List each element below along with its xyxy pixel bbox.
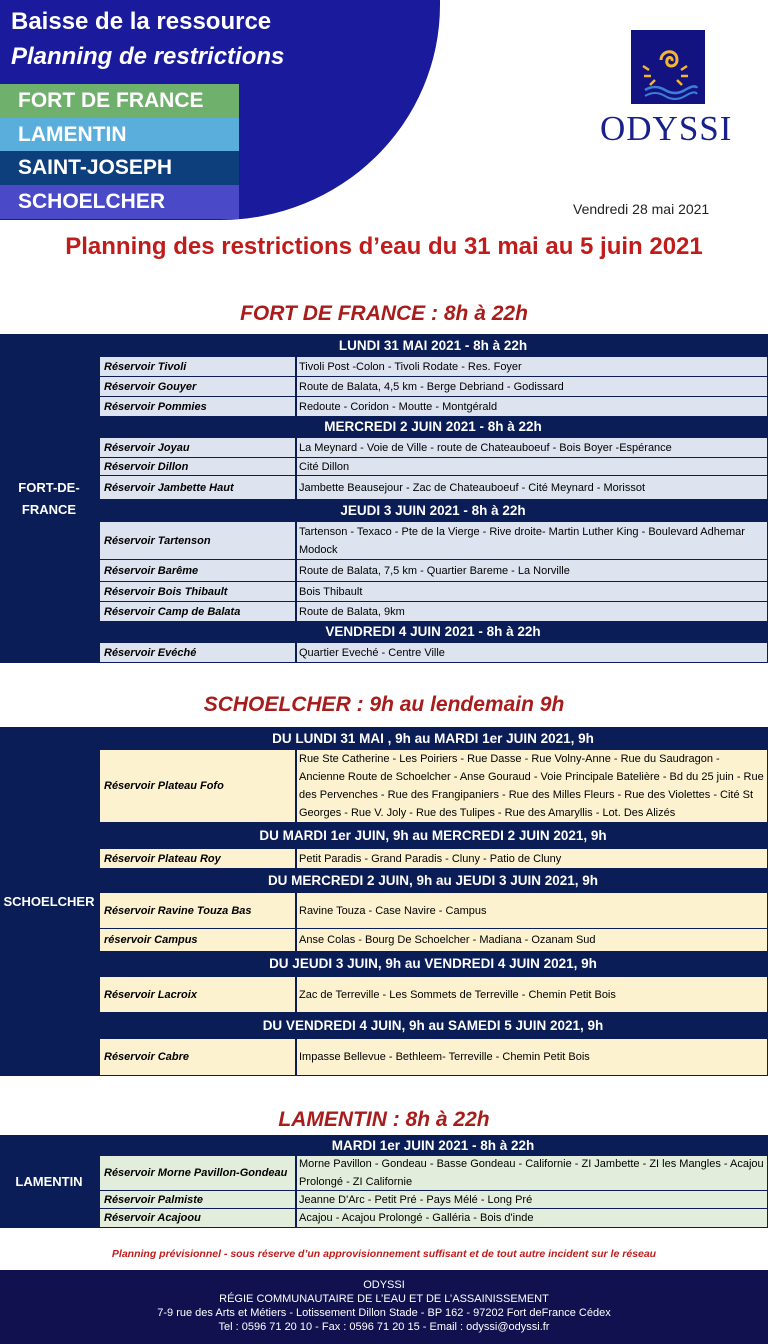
zone-list: Anse Colas - Bourg De Schoelcher - Madiana - Ozanam Sud	[297, 929, 767, 951]
footer-contact: Tel : 0596 71 20 10 - Fax : 0596 71 20 15 - Email : odyssi@odyssi.fr	[218, 1321, 550, 1333]
table-row	[98, 396, 768, 416]
publication-date: Vendredi 28 mai 2021	[573, 201, 710, 217]
footer-org-full: RÉGIE COMMUNAUTAIRE DE L’EAU ET DE L’ASSAINISSEMENT	[219, 1293, 549, 1305]
reservoir-name: réservoir Campus	[100, 929, 295, 951]
day-header: JEUDI 3 JUIN 2021 - 8h à 22h	[340, 502, 526, 518]
day-header: DU VENDREDI 4 JUIN, 9h au SAMEDI 5 JUIN 2021, 9h	[262, 1017, 604, 1033]
section-title-fort-de-france: FORT DE FRANCE : 8h à 22h	[240, 302, 528, 325]
side-label-line: FORT-DE-	[18, 479, 80, 495]
reservoir-name: Réservoir Camp de Balata	[100, 602, 295, 621]
header-title: Baisse de la ressource	[11, 8, 272, 35]
zone-list: Bois Thibault	[297, 582, 767, 601]
footer-address: 7-9 rue des Arts et Métiers - Lotissement Dillon Stade - BP 162 - 97202 Fort deFrance Cédex	[157, 1307, 611, 1319]
day-header: DU JEUDI 3 JUIN, 9h au VENDREDI 4 JUIN 2021, 9h	[269, 956, 597, 971]
table-row	[98, 437, 768, 457]
table-side-label	[0, 334, 98, 663]
table-row	[98, 1208, 768, 1227]
city-band-fort-de-france: FORT DE FRANCE	[0, 84, 239, 118]
table-row	[98, 356, 768, 376]
table-row	[98, 475, 768, 499]
reservoir-name: Réservoir Joyau	[100, 438, 295, 457]
zone-list: Redoute - Coridon - Moutte - Montgérald	[297, 397, 767, 416]
city-band-lamentin: LAMENTIN	[0, 118, 239, 152]
zone-list: Jambette Beausejour - Zac de Chateauboeuf - Cité Meynard - Morissot	[297, 476, 767, 499]
day-header: LUNDI 31 MAI 2021 - 8h à 22h	[338, 337, 528, 353]
reservoir-name: Réservoir Bois Thibault	[100, 582, 295, 601]
reservoir-name: Réservoir Palmiste	[100, 1191, 295, 1208]
odyssi-logo-icon	[631, 30, 705, 104]
reservoir-name: Réservoir Cabre	[100, 1039, 295, 1075]
day-header: MARDI 1er JUIN 2021 - 8h à 22h	[331, 1137, 535, 1153]
table-row	[98, 521, 768, 559]
zone-list: Route de Balata, 7,5 km - Quartier Bareme - La Norville	[297, 560, 767, 581]
zone-list: Rue Ste Catherine - Les Poiriers - Rue Dasse - Rue Volny-Anne - Rue du Saudragon - Ancienne Route de Schoelcher - Anse Gouraud - Voie Principale Batelière - Bd du 25 juin - Rue des Pervenches - Rue des Frangipaniers - Rue des Milles Fleurs - Rue des Violettes - Cité St Georges - Rue V. Joly - Rue des Tulipes - Rue des Amaryllis - Lot. Des Alizés	[297, 750, 767, 822]
day-header: DU MARDI 1er JUIN, 9h au MERCREDI 2 JUIN 2021, 9h	[259, 827, 607, 843]
table-row	[98, 1038, 768, 1075]
zone-list: Impasse Bellevue - Bethleem- Terreville - Chemin Petit Bois	[297, 1039, 767, 1075]
table-row	[98, 376, 768, 396]
reservoir-name: Réservoir Pommies	[100, 397, 295, 416]
fort-de-france-table	[0, 334, 768, 663]
table-row	[98, 581, 768, 601]
day-header: DU MERCREDI 2 JUIN, 9h au JEUDI 3 JUIN 2021, 9h	[267, 872, 599, 888]
odyssi-logo-text: ODYSSI	[600, 109, 733, 148]
table-row	[98, 848, 768, 868]
reservoir-name: Réservoir Dillon	[100, 458, 295, 475]
zone-list: Morne Pavillon - Gondeau - Basse Gondeau - Californie - ZI Jambette - ZI les Mangles - Acajou Prolongé - ZI Californie	[297, 1156, 767, 1190]
zone-list: Cité Dillon	[297, 458, 767, 475]
page-title: Planning des restrictions d’eau du 31 mai au 5 juin 2021	[65, 233, 703, 260]
table-row	[98, 749, 768, 822]
table-side-label: SCHOELCHER	[3, 893, 95, 909]
zone-list: Tartenson - Texaco - Pte de la Vierge - Rive droite- Martin Luther King - Boulevard Adhemar Modock	[297, 522, 767, 559]
lamentin-table	[0, 1135, 768, 1228]
schoelcher-table	[0, 727, 768, 1076]
zone-list: Petit Paradis - Grand Paradis - Cluny - Patio de Cluny	[297, 849, 767, 868]
section-title-schoelcher: SCHOELCHER : 9h au lendemain 9h	[203, 693, 565, 716]
reservoir-name: Réservoir Plateau Roy	[100, 849, 295, 868]
disclaimer-note: Planning prévisionnel - sous réserve d’un approvisionnement suffisant et de tout autre incident sur le réseau	[111, 1248, 657, 1260]
zone-list: La Meynard - Voie de Ville - route de Chateauboeuf - Bois Boyer -Espérance	[297, 438, 767, 457]
footer	[0, 1270, 768, 1344]
reservoir-name: Réservoir Jambette Haut	[100, 476, 295, 499]
city-band-saint-joseph: SAINT-JOSEPH	[0, 151, 239, 185]
zone-list: Jeanne D'Arc - Petit Pré - Pays Mélé - Long Pré	[297, 1191, 767, 1208]
zone-list: Acajou - Acajou Prolongé - Galléria - Bois d'inde	[297, 1209, 767, 1227]
table-row	[98, 892, 768, 928]
reservoir-name: Réservoir Evéché	[100, 643, 295, 662]
city-band-schoelcher: SCHOELCHER	[0, 185, 239, 219]
footer-org: ODYSSI	[363, 1279, 405, 1291]
table-row	[98, 642, 768, 662]
zone-list: Route de Balata, 4,5 km - Berge Debriand - Godissard	[297, 377, 767, 396]
reservoir-name: Réservoir Tartenson	[100, 522, 295, 559]
section-title-lamentin: LAMENTIN : 8h à 22h	[278, 1108, 490, 1131]
zone-list: Ravine Touza - Case Navire - Campus	[297, 893, 767, 928]
reservoir-name: Réservoir Morne Pavillon-Gondeau	[100, 1156, 295, 1190]
header-subtitle: Planning de restrictions	[11, 43, 285, 70]
reservoir-name: Réservoir Gouyer	[100, 377, 295, 396]
day-header: DU LUNDI 31 MAI , 9h au MARDI 1er JUIN 2021, 9h	[272, 730, 594, 746]
table-row	[98, 976, 768, 1012]
zone-list: Route de Balata, 9km	[297, 602, 767, 621]
reservoir-name: Réservoir Ravine Touza Bas	[100, 893, 295, 928]
reservoir-name: Réservoir Lacroix	[100, 977, 295, 1012]
table-row	[98, 457, 768, 475]
day-header: VENDREDI 4 JUIN 2021 - 8h à 22h	[325, 624, 541, 639]
table-row	[98, 559, 768, 581]
reservoir-name: Réservoir Plateau Fofo	[100, 750, 295, 822]
table-row	[98, 928, 768, 951]
table-row	[98, 1190, 768, 1208]
zone-list: Quartier Eveché - Centre Ville	[297, 643, 767, 662]
side-label-line: FRANCE	[21, 501, 77, 517]
day-header: MERCREDI 2 JUIN 2021 - 8h à 22h	[324, 419, 542, 434]
reservoir-name: Réservoir Acajoou	[100, 1209, 295, 1227]
table-row	[98, 1155, 768, 1190]
table-side-label: LAMENTIN	[15, 1173, 83, 1189]
zone-list: Zac de Terreville - Les Sommets de Terreville - Chemin Petit Bois	[297, 977, 767, 1012]
reservoir-name: Réservoir Barême	[100, 560, 295, 581]
table-row	[98, 601, 768, 621]
zone-list: Tivoli Post -Colon - Tivoli Rodate - Res. Foyer	[297, 357, 767, 376]
reservoir-name: Réservoir Tivoli	[100, 357, 295, 376]
